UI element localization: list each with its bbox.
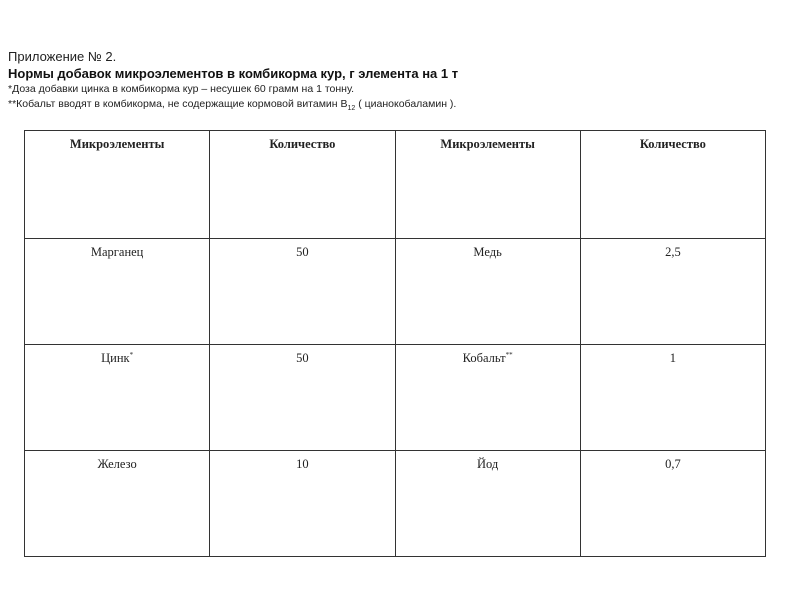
element-cell bbox=[25, 345, 210, 451]
amount-cell: 10 bbox=[210, 451, 395, 557]
table-row bbox=[25, 239, 766, 345]
document-header bbox=[8, 48, 458, 116]
table-header-row bbox=[25, 131, 766, 239]
footnote-cobalt-text: **Кобальт вводят в комбикорма, не содержащие кормовой витамин В bbox=[8, 98, 348, 110]
amount-cell: 2,5 bbox=[580, 239, 765, 345]
page-title: Нормы добавок микроэлементов в комбикорма кур, г элемента на 1 т bbox=[8, 66, 459, 81]
amount-cell: 1 bbox=[580, 345, 765, 451]
amount-cell: 50 bbox=[210, 345, 395, 451]
footnote-cobalt bbox=[8, 97, 458, 116]
element-name: Медь bbox=[473, 245, 502, 260]
footnote-mark: * bbox=[129, 351, 134, 359]
element-cell bbox=[25, 451, 210, 557]
footnote-zinc-text: *Доза добавки цинка в комбикорма кур – несушек 60 грамм на 1 тонну. bbox=[8, 83, 355, 95]
amount-cell: 50 bbox=[210, 239, 395, 345]
element-name: Цинк bbox=[101, 351, 130, 366]
column-header-element-1: Микроэлементы bbox=[25, 131, 210, 239]
element-name: Марганец bbox=[90, 245, 144, 260]
element-cell bbox=[25, 239, 210, 345]
footnote-cobalt-subscript: 12 bbox=[347, 105, 356, 113]
footnote-mark: ** bbox=[505, 351, 513, 359]
element-name: Железо bbox=[97, 457, 137, 472]
column-header-amount-2: Количество bbox=[580, 131, 765, 239]
footnote-cobalt-suffix: ( цианокобаламин ). bbox=[355, 98, 457, 110]
element-cell bbox=[395, 239, 580, 345]
footnote-zinc bbox=[8, 82, 458, 97]
microelements-table bbox=[24, 130, 766, 557]
element-name: Кобальт bbox=[462, 351, 506, 366]
appendix-label: Приложение № 2. bbox=[8, 49, 117, 64]
element-name: Йод bbox=[476, 457, 499, 472]
column-header-amount-1: Количество bbox=[210, 131, 395, 239]
element-cell bbox=[395, 451, 580, 557]
element-cell bbox=[395, 345, 580, 451]
amount-cell: 0,7 bbox=[580, 451, 765, 557]
table-row bbox=[25, 451, 766, 557]
table-row bbox=[25, 345, 766, 451]
column-header-element-2: Микроэлементы bbox=[395, 131, 580, 239]
